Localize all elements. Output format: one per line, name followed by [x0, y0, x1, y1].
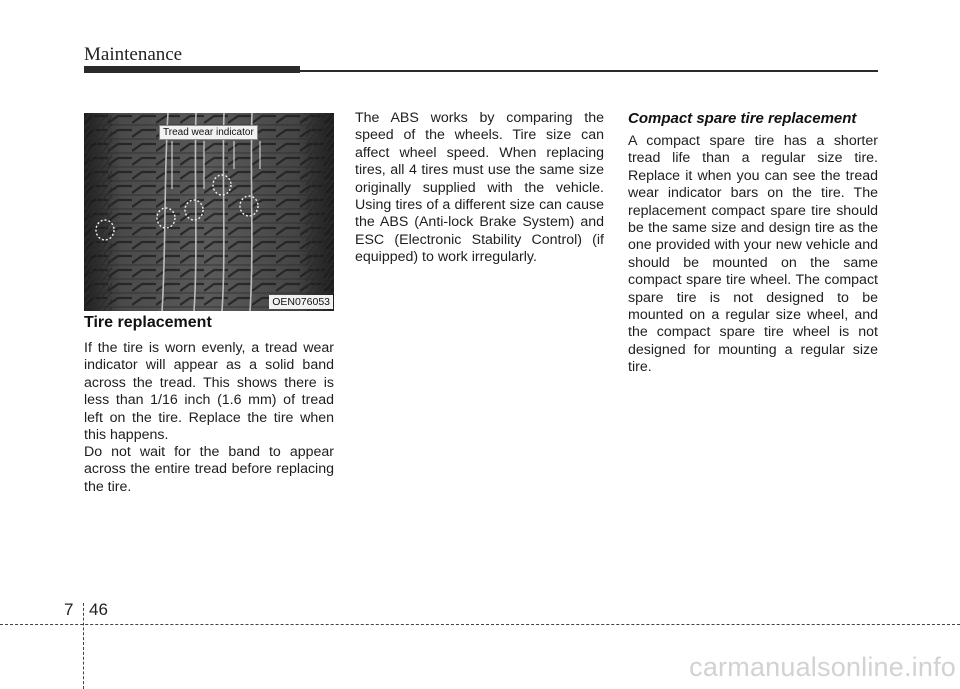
page-number: 46: [89, 600, 108, 619]
compact-spare-heading: Compact spare tire replacement: [628, 110, 857, 127]
chapter-number: 7: [64, 600, 74, 619]
section-title: Maintenance: [84, 44, 183, 65]
tire-replacement-heading: Tire replacement: [84, 314, 212, 331]
figure-callout-label: Tread wear indicator: [159, 125, 258, 140]
middle-paragraph-1: The ABS works by comparing the speed of the wheels. Tire size can affect wheel speed. When replacing tires, all 4 tires must use the same size originally supplied with the vehicle. Using tires of a different size can cause the ABS (Anti-lock Brake System) and ESC (Electronic Stability Control) (if equipped) to work irregularly.: [355, 110, 604, 266]
right-paragraph-1: A compact spare tire has a shorter tread life than a regular size tire. Replace it when you can see the tread wear indicator bars on the tire. The replacement compact spare tire should be the same size and design tire as the one provided with your new vehicle and should be mounted on the same compact spare tire wheel. The compact spare tire is not designed to be mounted on a regular size wheel, and the compact spare tire wheel is not designed for mounting a regular size tire.: [628, 133, 878, 376]
figure-code: OEN076053: [269, 295, 333, 309]
tire-tread-figure: [84, 113, 334, 311]
watermark-text: carmanualsonline.info: [689, 652, 956, 682]
footer-vertical-dashed-rule: [83, 603, 84, 689]
header-rule-thick: [84, 66, 300, 73]
left-paragraph-2: Do not wait for the band to appear across the entire tread before replacing the tire.: [84, 444, 334, 495]
header-rule-thin: [300, 70, 878, 72]
footer-dashed-rule: [0, 624, 960, 625]
left-paragraph-1: If the tire is worn evenly, a tread wear indicator will appear as a solid band across the tread. This shows there is less than 1/16 inch (1.6 mm) of tread left on the tire. Replace the tire when this happens.: [84, 340, 334, 444]
tire-tread-illustration: [84, 113, 334, 311]
